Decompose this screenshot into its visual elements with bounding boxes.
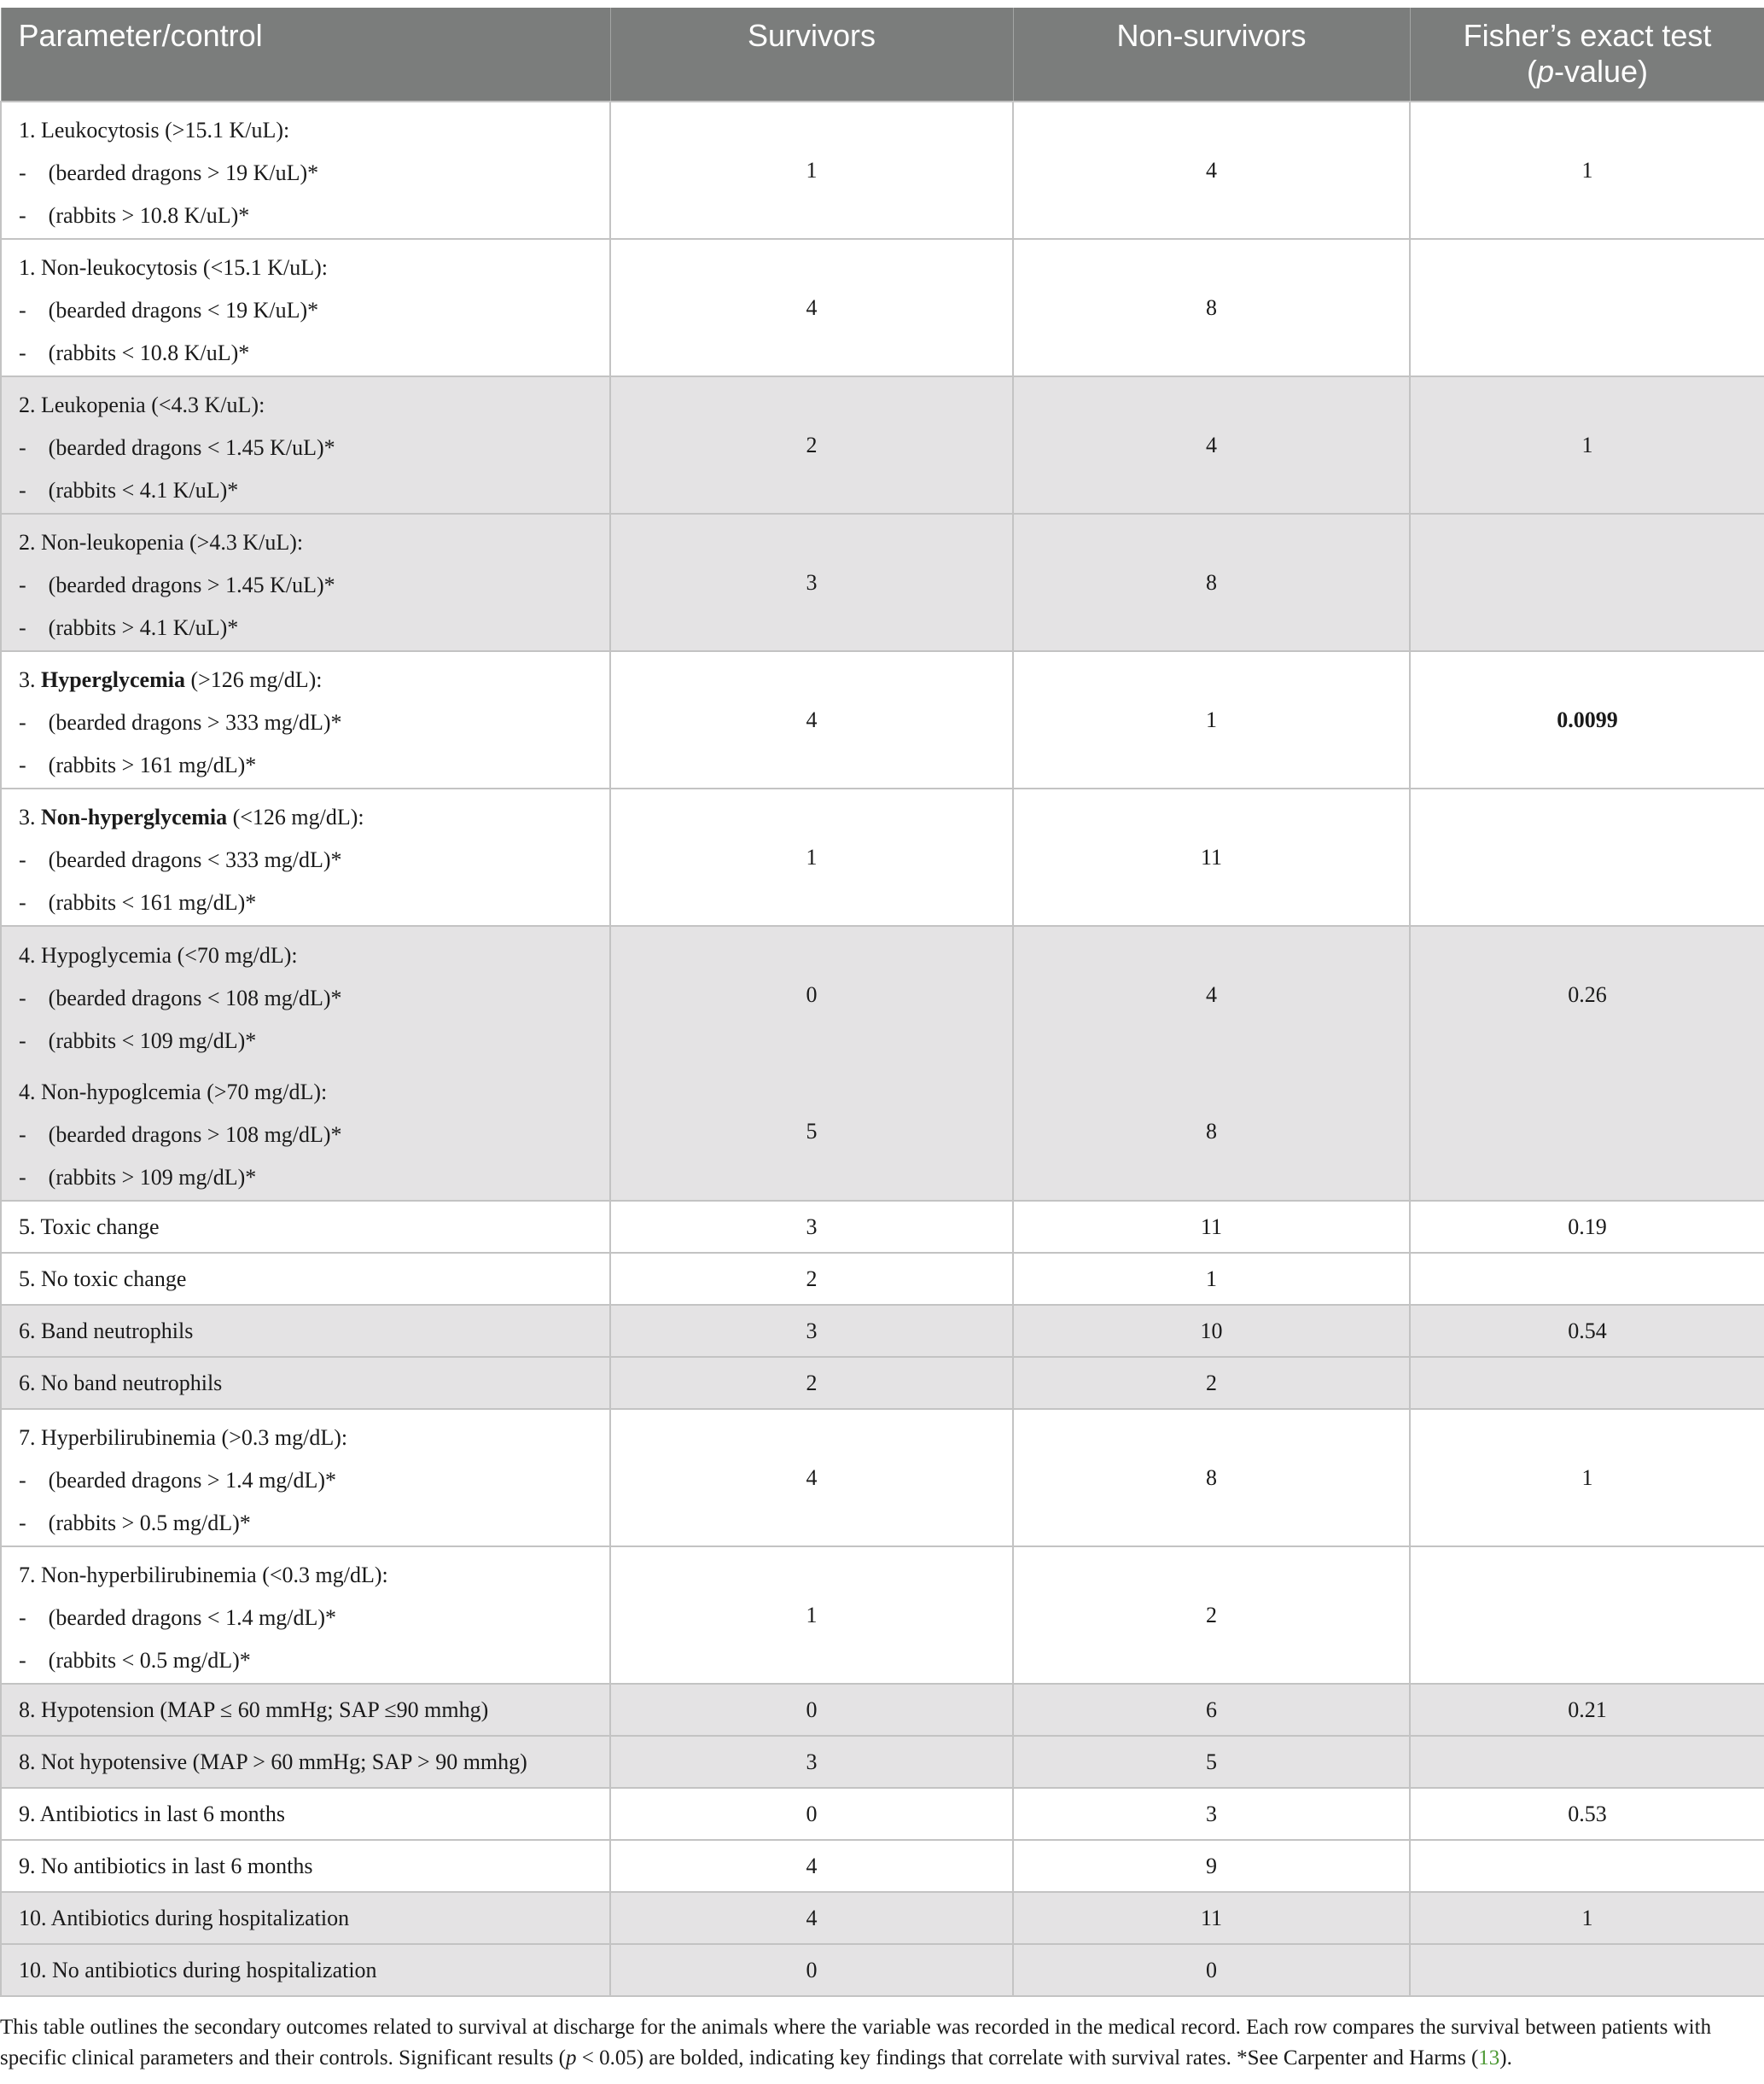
table-row <box>1 1892 1764 1944</box>
table-row <box>1 1840 1764 1892</box>
parameter-line: - (bearded dragons > 19 K/uL)* <box>19 160 319 185</box>
non-survivors-cell: 8 <box>1013 1063 1410 1201</box>
table-row <box>1 239 1764 376</box>
p-value-cell <box>1410 1840 1764 1892</box>
p-value-cell <box>1410 1944 1764 1996</box>
survivors-cell: 3 <box>610 1736 1013 1788</box>
survivors-cell: 2 <box>610 376 1013 514</box>
parameter-line: - (bearded dragons < 1.45 K/uL)* <box>19 435 335 460</box>
survivors-cell: 4 <box>610 239 1013 376</box>
p-value-cell: 0.19 <box>1410 1201 1764 1253</box>
text-fragment: < 0.05) are bolded, indicating key findings that correlate with survival rates. *See Carpenter and Harms ( <box>576 2046 1479 2069</box>
non-survivors-cell: 6 <box>1013 1684 1410 1736</box>
p-value-cell <box>1410 1253 1764 1305</box>
survivors-cell: 0 <box>610 1944 1013 1996</box>
non-survivors-cell: 8 <box>1013 239 1410 376</box>
parameter-line: - (rabbits < 109 mg/dL)* <box>19 1027 257 1053</box>
parameter-cell: 10. No antibiotics during hospitalization <box>1 1944 610 1996</box>
parameter-cell <box>1 102 610 239</box>
p-value-cell: 1 <box>1410 102 1764 239</box>
text-fragment: (>126 mg/dL): <box>184 667 323 692</box>
non-survivors-cell: 8 <box>1013 514 1410 651</box>
survivors-cell: 0 <box>610 1788 1013 1840</box>
p-value-cell: 0.53 <box>1410 1788 1764 1840</box>
table-row <box>1 1736 1764 1788</box>
non-survivors-cell: 11 <box>1013 789 1410 926</box>
non-survivors-cell: 4 <box>1013 376 1410 514</box>
text-fragment: -value) <box>1553 54 1649 89</box>
survivors-cell: 2 <box>610 1253 1013 1305</box>
table-row <box>1 1201 1764 1253</box>
parameter-cell: 8. Hypotension (MAP ≤ 60 mmHg; SAP ≤90 mmhg) <box>1 1684 610 1736</box>
survivors-cell: 4 <box>610 651 1013 789</box>
parameter-line: - (bearded dragons < 108 mg/dL)* <box>19 985 342 1010</box>
non-survivors-cell: 1 <box>1013 651 1410 789</box>
parameter-line: - (bearded dragons > 108 mg/dL)* <box>19 1121 342 1147</box>
non-survivors-cell: 5 <box>1013 1736 1410 1788</box>
table-header <box>1 8 1764 102</box>
significant-p-value: 0.0099 <box>1557 707 1618 732</box>
parameter-line: 1. Non-leukocytosis (<15.1 K/uL): <box>19 255 329 280</box>
survivors-cell: 3 <box>610 514 1013 651</box>
non-survivors-cell: 1 <box>1013 1253 1410 1305</box>
non-survivors-cell: 2 <box>1013 1357 1410 1409</box>
parameter-cell <box>1 651 610 789</box>
parameter-cell: 9. No antibiotics in last 6 months <box>1 1840 610 1892</box>
p-value-cell: 1 <box>1410 376 1764 514</box>
parameter-cell <box>1 376 610 514</box>
p-value-cell: 0.26 <box>1410 926 1764 1063</box>
parameter-line: - (rabbits > 0.5 mg/dL)* <box>19 1511 251 1535</box>
parameter-cell <box>1 926 610 1063</box>
table-row <box>1 789 1764 926</box>
parameter-cell <box>1 514 610 651</box>
p-value-cell <box>1410 1736 1764 1788</box>
parameter-line <box>19 659 592 701</box>
parameter-line: - (rabbits > 109 mg/dL)* <box>19 1164 257 1190</box>
table-caption <box>0 2012 1749 2074</box>
p-value-cell <box>1410 651 1764 789</box>
non-survivors-cell: 0 <box>1013 1944 1410 1996</box>
p-value-cell: 1 <box>1410 1892 1764 1944</box>
parameter-cell <box>1 1546 610 1684</box>
header-non-survivors: Non-survivors <box>1013 8 1410 102</box>
table-row <box>1 1409 1764 1546</box>
non-survivors-cell: 11 <box>1013 1201 1410 1253</box>
table-row <box>1 1253 1764 1305</box>
parameter-line: - (bearded dragons > 333 mg/dL)* <box>19 710 342 735</box>
table-row <box>1 1788 1764 1840</box>
parameter-line: 4. Non-hypoglcemia (>70 mg/dL): <box>19 1079 328 1104</box>
parameter-cell <box>1 239 610 376</box>
parameter-line: - (rabbits < 10.8 K/uL)* <box>19 341 250 365</box>
p-value-cell <box>1410 239 1764 376</box>
table-row <box>1 651 1764 789</box>
table-row <box>1 1684 1764 1736</box>
text-fragment: Non-hyperglycemia <box>41 805 228 830</box>
survivors-cell: 3 <box>610 1305 1013 1357</box>
parameter-cell: 5. No toxic change <box>1 1253 610 1305</box>
parameter-line: - (rabbits < 4.1 K/uL)* <box>19 478 239 503</box>
header-fishers-test: Fisher’s exact test (p-value) <box>1410 8 1764 102</box>
secondary-outcomes-table <box>0 8 1764 1997</box>
parameter-line: - (bearded dragons < 333 mg/dL)* <box>19 847 342 872</box>
parameter-line: - (bearded dragons > 1.45 K/uL)* <box>19 573 335 597</box>
survivors-cell: 4 <box>610 1409 1013 1546</box>
table-row <box>1 514 1764 651</box>
non-survivors-cell: 10 <box>1013 1305 1410 1357</box>
table-row <box>1 1546 1764 1684</box>
survivors-cell: 1 <box>610 1546 1013 1684</box>
parameter-line: - (bearded dragons < 19 K/uL)* <box>19 298 319 323</box>
parameter-line <box>19 796 592 839</box>
parameter-cell <box>1 789 610 926</box>
p-value-cell <box>1410 514 1764 651</box>
survivors-cell: 3 <box>610 1201 1013 1253</box>
non-survivors-cell: 8 <box>1013 1409 1410 1546</box>
survivors-cell: 0 <box>610 1684 1013 1736</box>
parameter-line: 7. Hyperbilirubinemia (>0.3 mg/dL): <box>19 1425 348 1450</box>
text-fragment: p <box>1536 54 1554 89</box>
parameter-cell: 8. Not hypotensive (MAP > 60 mmHg; SAP > 90 mmhg) <box>1 1736 610 1788</box>
survivors-cell: 1 <box>610 102 1013 239</box>
parameter-cell: 6. No band neutrophils <box>1 1357 610 1409</box>
non-survivors-cell: 3 <box>1013 1788 1410 1840</box>
table-row <box>1 1305 1764 1357</box>
parameter-cell: 9. Antibiotics in last 6 months <box>1 1788 610 1840</box>
table-row <box>1 102 1764 239</box>
p-value-cell: 1 <box>1410 1409 1764 1546</box>
text-fragment: ( <box>1526 54 1537 89</box>
non-survivors-cell: 2 <box>1013 1546 1410 1684</box>
table-row <box>1 1357 1764 1409</box>
parameter-line: 2. Non-leukopenia (>4.3 K/uL): <box>19 530 304 555</box>
text-fragment: Hyperglycemia <box>41 667 185 692</box>
text-fragment: ). <box>1499 2046 1512 2069</box>
survivors-cell: 5 <box>610 1063 1013 1201</box>
survivors-cell: 0 <box>610 926 1013 1063</box>
parameter-line: - (bearded dragons < 1.4 mg/dL)* <box>19 1605 337 1630</box>
survivors-cell: 4 <box>610 1892 1013 1944</box>
survivors-cell: 4 <box>610 1840 1013 1892</box>
table-row <box>1 926 1764 1063</box>
parameter-cell: 10. Antibiotics during hospitalization <box>1 1892 610 1944</box>
parameter-line: 1. Leukocytosis (>15.1 K/uL): <box>19 118 290 143</box>
header-parameter: Parameter/control <box>1 8 610 102</box>
table-row <box>1 1944 1764 1996</box>
parameter-line: 2. Leukopenia (<4.3 K/uL): <box>19 393 265 417</box>
parameter-line: - (rabbits > 10.8 K/uL)* <box>19 203 250 228</box>
non-survivors-cell: 11 <box>1013 1892 1410 1944</box>
non-survivors-cell: 9 <box>1013 1840 1410 1892</box>
parameter-line: 4. Hypoglycemia (<70 mg/dL): <box>19 942 298 968</box>
parameter-cell: 5. Toxic change <box>1 1201 610 1253</box>
parameter-cell <box>1 1063 610 1201</box>
table-row <box>1 1063 1764 1201</box>
parameter-line: 7. Non-hyperbilirubinemia (<0.3 mg/dL): <box>19 1563 388 1587</box>
text-fragment: This table outlines the secondary outcomes related to survival at discharge for the animals where the variable was recorded in the medical record. Each row compares the survival between patients with specific clinical parameters and their controls. Significant results ( <box>0 2016 1712 2069</box>
table-row <box>1 376 1764 514</box>
p-value-cell: 0.54 <box>1410 1305 1764 1357</box>
parameter-line: - (bearded dragons > 1.4 mg/dL)* <box>19 1468 337 1493</box>
p-value-cell: 0.21 <box>1410 1684 1764 1736</box>
text-fragment: (<126 mg/dL): <box>227 805 364 830</box>
text-fragment: p <box>565 2046 577 2069</box>
non-survivors-cell: 4 <box>1013 102 1410 239</box>
parameter-line: - (rabbits < 0.5 mg/dL)* <box>19 1648 251 1673</box>
p-value-cell <box>1410 1063 1764 1201</box>
p-value-cell <box>1410 1546 1764 1684</box>
survivors-cell: 1 <box>610 789 1013 926</box>
reference-link[interactable]: 13 <box>1478 2046 1500 2069</box>
text-fragment: 3. <box>19 805 41 830</box>
non-survivors-cell: 4 <box>1013 926 1410 1063</box>
text-fragment: 3. <box>19 667 41 692</box>
parameter-cell: 6. Band neutrophils <box>1 1305 610 1357</box>
p-value-cell <box>1410 789 1764 926</box>
parameter-line: - (rabbits > 4.1 K/uL)* <box>19 615 239 640</box>
p-value-cell <box>1410 1357 1764 1409</box>
header-survivors: Survivors <box>610 8 1013 102</box>
parameter-line: - (rabbits > 161 mg/dL)* <box>19 753 257 777</box>
parameter-line: - (rabbits < 161 mg/dL)* <box>19 890 257 915</box>
parameter-cell <box>1 1409 610 1546</box>
survivors-cell: 2 <box>610 1357 1013 1409</box>
